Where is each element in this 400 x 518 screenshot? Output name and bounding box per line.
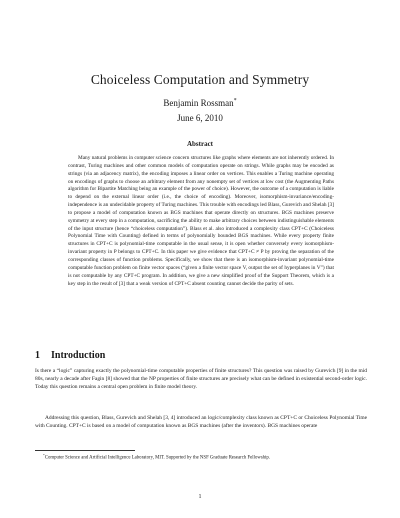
intro-paragraph-1: Is there a “logic” capturing exactly the polynomial-time computable properties of finite structures? This question was raised by Gurevich [9] in the mid 80s, nearly a decade after Fagin [8] showed that the NP properties of finite structures are precisely what can be defined in existential second-order logic. Today this question remains a central open problem in finite model theory. (35, 368, 367, 390)
section-heading (35, 350, 105, 361)
section-number: 1 (35, 350, 40, 361)
abstract-heading: Abstract (186, 140, 214, 148)
footnote-text: Computer Science and Artificial Intelligence Laboratory, MIT. Supported by the NSF Graduate Research Fellowship. (44, 455, 271, 461)
author-footnote-mark: * (233, 98, 237, 104)
page-number: 1 (198, 494, 202, 500)
author-name: Benjamin Rossman (163, 98, 234, 108)
paper-title: Choiceless Computation and Symmetry (90, 72, 310, 87)
footnote (35, 452, 367, 462)
abstract-text: Many natural problems in computer science concern structures like graphs where elements are not inherently ordered. In contrast, Turing machines and other common models of computation operate on strings. While graphs may be encoded as strings (via an adjacency matrix), the encoding imposes a linear order on vertices. This enables a Turing machine operating on encodings of graphs to choose an arbitrary element from any nonempty set of vertices at low cost (the Augmenting Paths algorithm for Bipartite Matching being an example of the power of choice). However, the outcome of a computation is liable to depend on the external linear order (i.e., the choice of encoding). Moreover, isomorphism-invariance/encoding-independence is an undecidable property of Turing machines. This trouble with encodings led Blass, Gurevich and Shelah [3] to propose a model of computation known as BGS machines that operate directly on structures. BGS machines preserve symmetry at every step in a computation, sacrificing the ability to make arbitrary choices between indistinguishable elements of the input structure (hence “choiceless computation”). Blass et al. also introduced a complexity class CPT+C (Choiceless Polynomial Time with Counting) defined in terms of polynomially bounded BGS machines. While every property finite structures in CPT+C is polynomial-time computable in the usual sense, it is open whether conversely every isomorphism-invariant property in P belongs to CPT+C. In this paper we give evidence that CPT+C ≠ P by proving the separation of the corresponding classes of function problems. Specifically, we show that there is an isomorphism-invariant polynomial-time computable function problem on finite vector spaces (“given a finite vector space V, output the set of hyperplanes in V”) that is not computable by any CPT+C program. In addition, we give a new simplified proof of the Support Theorem, which is a key step in the result of [3] that a weak version of CPT+C absent counting cannot decide the parity of sets. (68, 155, 335, 287)
footnote-rule (35, 450, 135, 451)
paper-author (0, 98, 400, 108)
footnote-mark: * (43, 453, 45, 457)
intro-paragraph-2: Addressing this question, Blass, Gurevich and Shelah [3, 4] introduced an logic/complexity class known as CPT+C or Choiceless Polynomial Time with Counting. CPT+C is based on a model of computation known as BGS machines (after the inventors). BGS machines operate (35, 415, 367, 429)
section-title: Introduction (51, 350, 106, 361)
paper-date: June 6, 2010 (177, 113, 223, 123)
